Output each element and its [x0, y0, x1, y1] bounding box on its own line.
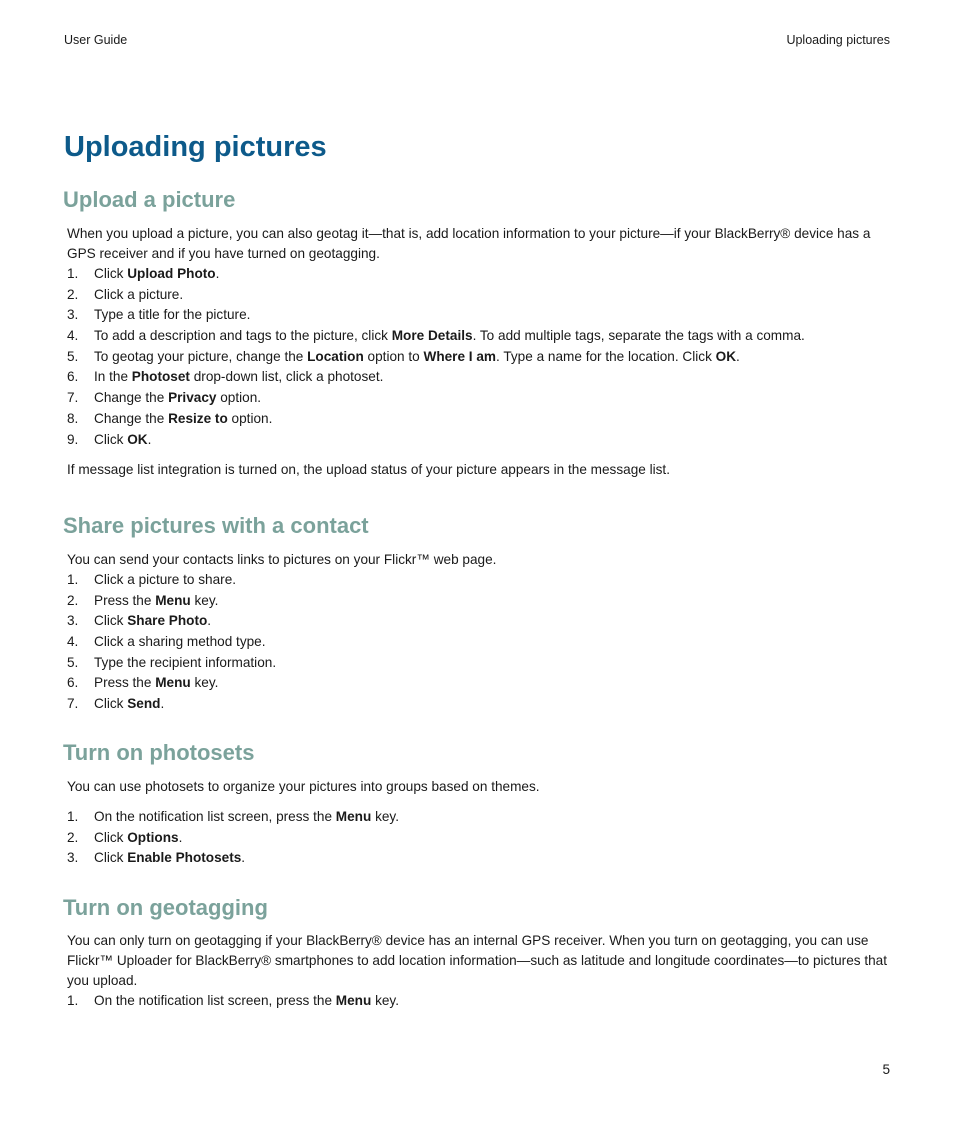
page-header [64, 33, 890, 49]
list-item: 6. In the Photoset drop-down list, click a photoset. [67, 369, 384, 385]
list-item: 1. Click Upload Photo. [67, 266, 220, 281]
list-item: 1. Click a picture to share. [67, 572, 237, 587]
list-item: 4. To add a description and tags to the picture, click More Details. To add multiple tags, separate the tags with a comma. [67, 328, 805, 344]
list-item: 7. Change the Privacy option. [67, 390, 262, 406]
share-intro: You can send your contacts links to pictures on your Flickr™ web page. [67, 552, 497, 567]
upload-note: If message list integration is turned on, the upload status of your picture appears in the message list. [67, 462, 670, 477]
list-item: 5. To geotag your picture, change the Location option to Where I am. Type a name for the location. Click OK. [67, 348, 740, 364]
page-number: 5 [882, 1062, 890, 1077]
list-item: 4. Click a sharing method type. [67, 634, 266, 650]
list-item: 5. Type the recipient information. [67, 654, 277, 670]
geotagging-steps [67, 991, 893, 1012]
list-item: 1. On the notification list screen, press the Menu key. [67, 809, 399, 824]
list-item: 2. Click a picture. [67, 286, 184, 302]
photosets-steps [67, 807, 893, 869]
upload-steps [67, 264, 893, 450]
header-section-title: Uploading pictures [786, 33, 890, 47]
list-item: 6. Press the Menu key. [67, 675, 219, 691]
section-heading-upload: Upload a picture [63, 187, 236, 212]
share-steps [67, 570, 893, 715]
list-item: 7. Click Send. [67, 696, 165, 712]
list-item: 9. Click OK. [67, 431, 152, 447]
list-item: 2. Press the Menu key. [67, 592, 219, 608]
geotagging-intro: You can only turn on geotagging if your BlackBerry® device has an internal GPS receiver. When you turn on geotagging, you can use Flickr™ Uploader for BlackBerry® smartphones to add location information—such as latitude and longitude coordinates—to pictures that you upload. [67, 933, 888, 988]
list-item: 3. Click Share Photo. [67, 613, 212, 629]
section-heading-photosets: Turn on photosets [63, 740, 255, 765]
list-item: 8. Change the Resize to option. [67, 410, 273, 426]
header-doc-title: User Guide [64, 33, 128, 47]
list-item: 2. Click Options. [67, 829, 183, 845]
section-heading-share: Share pictures with a contact [63, 513, 369, 538]
photosets-intro: You can use photosets to organize your pictures into groups based on themes. [67, 779, 540, 794]
page-title: Uploading pictures [64, 131, 327, 163]
upload-intro: When you upload a picture, you can also geotag it—that is, add location information to your picture—if your BlackBerry® device has a GPS receiver and if you have turned on geotagging. [67, 226, 871, 261]
section-heading-geotagging: Turn on geotagging [63, 895, 268, 920]
list-item: 3. Click Enable Photosets. [67, 850, 246, 866]
list-item: 3. Type a title for the picture. [67, 307, 251, 323]
list-item: 1. On the notification list screen, press the Menu key. [67, 993, 399, 1008]
